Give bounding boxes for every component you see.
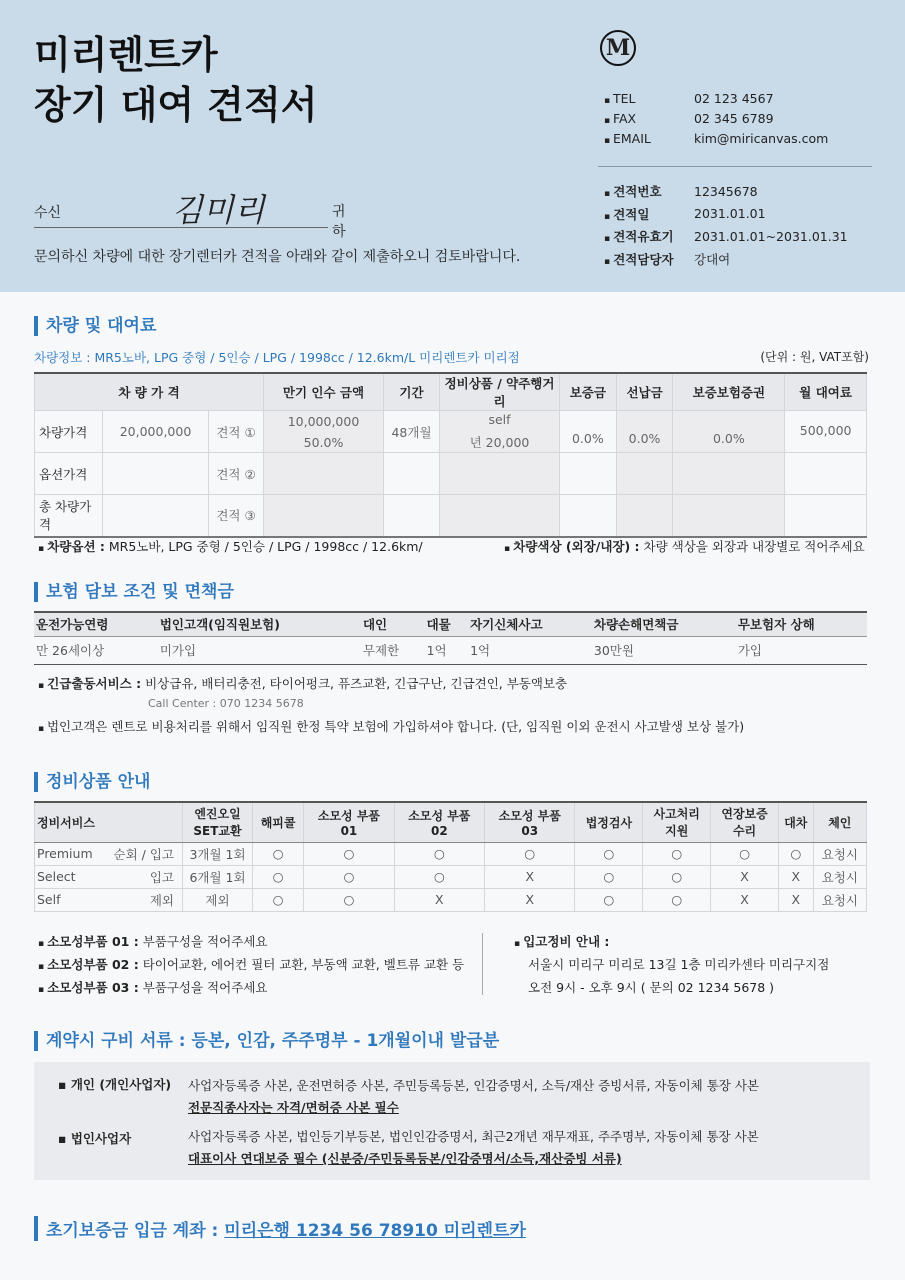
cell: 입고 xyxy=(105,865,183,888)
insurance-notes xyxy=(38,674,744,740)
shop-address: 서울시 미리구 미리로 13길 1층 미리카센타 미리구지점 xyxy=(528,957,830,972)
document-title xyxy=(34,30,317,130)
mileage: 년 20,000 xyxy=(469,435,530,450)
recipient-suffix: 귀하 xyxy=(332,204,346,240)
recipient-label: 수신 xyxy=(34,205,62,221)
cell: ○ xyxy=(304,888,394,911)
cell xyxy=(560,495,617,537)
corp-docs xyxy=(188,1126,759,1170)
meta-row xyxy=(604,180,848,203)
th: 정비상품 / 약주행거리 xyxy=(440,373,560,411)
value: 2031.01.01~2031.01.31 xyxy=(694,228,848,244)
table-row xyxy=(35,865,867,888)
call-center: Call Center : 070 1234 5678 xyxy=(148,697,304,710)
section-title-insurance: 보험 담보 조건 및 면책금 xyxy=(34,582,234,602)
th: 기간 xyxy=(384,373,440,411)
value: 부품구성을 적어주세요 xyxy=(142,980,268,995)
cell: X xyxy=(485,865,575,888)
maintenance-table xyxy=(34,801,867,912)
cell: 견적 ① xyxy=(209,411,264,453)
note: 대표이사 연대보증 필수 (신분증/주민등록등본/인감증명서/소득,재산증빙 서류) xyxy=(188,1151,622,1166)
cell: ○ xyxy=(253,888,304,911)
cell: 견적 ② xyxy=(209,453,264,495)
note: 전문직종사자는 자격/면허증 사본 필수 xyxy=(188,1100,399,1115)
cell xyxy=(264,495,384,537)
cell xyxy=(785,495,867,537)
cell: 제외 xyxy=(183,888,253,911)
cell: ○ xyxy=(394,842,484,865)
cell: 무제한 xyxy=(362,643,400,658)
cell: ○ xyxy=(394,865,484,888)
table-header xyxy=(35,373,867,411)
documents-box xyxy=(34,1062,870,1180)
value: 사업자등록증 사본, 법인등기부등본, 법인인감증명서, 최근2개년 재무재표, 주주명부, 자동이체 통장 사본 xyxy=(188,1129,759,1144)
maturity-pct: 50.0% xyxy=(303,434,344,450)
cell: Select xyxy=(35,865,105,888)
value: 02 345 6789 xyxy=(694,110,774,126)
cell xyxy=(785,453,867,495)
cell: ○ xyxy=(643,842,711,865)
cell: 1억 xyxy=(426,643,447,658)
cell: 요청시 xyxy=(813,865,866,888)
value: 부품구성을 적어주세요 xyxy=(142,934,268,949)
cell: 가입 xyxy=(737,643,762,658)
cell: ○ xyxy=(304,865,394,888)
th: 대물 xyxy=(425,612,469,636)
table-row xyxy=(35,888,867,911)
meta-row xyxy=(604,203,848,226)
shop-info xyxy=(514,932,829,1001)
label: ▪ 입고정비 안내 : xyxy=(514,934,609,949)
meta-row xyxy=(604,225,848,248)
account-number: 미리은행 1234 56 78910 미리렌트카 xyxy=(224,1221,526,1241)
table-row xyxy=(35,453,867,495)
parts-notes xyxy=(38,932,464,1001)
cell: ○ xyxy=(575,888,643,911)
label: ▪ EMAIL xyxy=(604,131,694,146)
contact-fax xyxy=(604,108,828,128)
th: 법인고객(임직원보험) xyxy=(158,612,361,636)
value: MR5노바, LPG 중형 / 5인승 / LPG / 1998cc / 12.6km/ xyxy=(108,539,423,554)
cell: 0.0% xyxy=(560,411,617,453)
cell: X xyxy=(711,888,779,911)
cell: 1억 xyxy=(470,643,491,658)
cell: Self xyxy=(35,888,105,911)
th: 사고처리 지원 xyxy=(643,802,711,842)
recipient xyxy=(34,185,356,240)
label: ▪ 소모성부품 03 : xyxy=(38,980,139,995)
th: 만기 인수 금액 xyxy=(264,373,384,411)
recipient-signature: 김미리 xyxy=(172,191,265,229)
cell: 옵션가격 xyxy=(35,453,103,495)
cell: 30만원 xyxy=(593,643,634,658)
cell: 견적 ③ xyxy=(209,495,264,537)
maturity-amount: 10,000,000 xyxy=(287,413,360,429)
title-line-2: 장기 대여 견적서 xyxy=(34,82,318,127)
cell: X xyxy=(394,888,484,911)
cell: X xyxy=(778,865,813,888)
vehicle-table xyxy=(34,372,867,538)
corp-note: ▪ 법인고객은 렌트로 비용처리를 위해서 임직원 한정 특약 보험에 가입하셔야 합니다. (단, 임직원 이외 운전시 사고발생 보상 불가) xyxy=(38,719,745,734)
cell: 20,000,000 xyxy=(103,411,209,453)
contact-tel xyxy=(604,88,828,108)
th: 엔진오일 SET교환 xyxy=(183,802,253,842)
meta-row xyxy=(604,248,848,271)
emergency-service xyxy=(38,674,744,697)
vehicle-info: 차량정보 : MR5노바, LPG 중형 / 5인승 / LPG / 1998cc / 12.6km/L 미리렌트카 미리점 xyxy=(34,350,520,365)
cell xyxy=(264,453,384,495)
value: 02 123 4567 xyxy=(694,90,774,106)
cell: 3개월 1회 xyxy=(183,842,253,865)
divider xyxy=(598,166,872,167)
contact-info xyxy=(604,88,828,148)
label: ▪ 차량옵션 : xyxy=(38,539,105,554)
section-title-maintenance: 정비상품 안내 xyxy=(34,772,150,792)
th: 대인 xyxy=(361,612,425,636)
cell: ○ xyxy=(485,842,575,865)
table-row xyxy=(35,411,867,453)
title-line-1: 미리렌트카 xyxy=(34,32,218,77)
label: ▪ 개인 (개인사업자) xyxy=(58,1077,171,1092)
section-title-vehicle: 차량 및 대여료 xyxy=(34,316,156,336)
value: 2031.01.01 xyxy=(694,206,766,222)
th: 소모성 부품 03 xyxy=(485,802,575,842)
cell: ○ xyxy=(575,842,643,865)
label: ▪ TEL xyxy=(604,91,694,106)
label: ▪ 견적번호 xyxy=(604,182,694,200)
cell xyxy=(616,495,673,537)
cell xyxy=(384,495,440,537)
cell xyxy=(616,453,673,495)
header xyxy=(0,0,905,292)
shop-hours: 오전 9시 - 오후 9시 ( 문의 02 1234 5678 ) xyxy=(528,980,775,995)
cell xyxy=(103,495,209,537)
th: 운전가능연령 xyxy=(34,612,158,636)
th: 차 량 가 격 xyxy=(35,373,264,411)
cell: Premium xyxy=(35,842,105,865)
company-logo: M xyxy=(600,30,636,66)
table-row xyxy=(34,636,867,664)
intro-text: 문의하신 차량에 대한 장기렌터카 견적을 아래와 같이 제출하오니 검토바랍니다. xyxy=(34,249,521,265)
table-row xyxy=(35,495,867,537)
cell: ○ xyxy=(643,865,711,888)
maint: self xyxy=(488,412,511,427)
vehicle-options xyxy=(38,537,423,555)
th: 소모성 부품 02 xyxy=(394,802,484,842)
cell: 48개월 xyxy=(384,411,440,453)
table-row xyxy=(35,842,867,865)
cell: ○ xyxy=(643,888,711,911)
contact-email xyxy=(604,128,828,148)
cell: 6개월 1회 xyxy=(183,865,253,888)
cell xyxy=(673,495,785,537)
cell: ○ xyxy=(304,842,394,865)
note xyxy=(38,978,464,1001)
cell xyxy=(384,453,440,495)
divider xyxy=(482,933,483,995)
cell: ○ xyxy=(253,865,304,888)
vehicle-color xyxy=(504,537,865,555)
value: 강대여 xyxy=(694,251,731,267)
label: ▪ 법인사업자 xyxy=(58,1131,131,1146)
th: 선납금 xyxy=(616,373,673,411)
cell xyxy=(673,453,785,495)
th: 해피콜 xyxy=(253,802,304,842)
cell: ○ xyxy=(711,842,779,865)
value: 타이어교환, 에어컨 필터 교환, 부동액 교환, 벨트류 교환 등 xyxy=(142,957,465,972)
th: 소모성 부품 01 xyxy=(304,802,394,842)
th: 체인 xyxy=(813,802,866,842)
cell xyxy=(103,453,209,495)
section-title-documents: 계약시 구비 서류 : 등본, 인감, 주주명부 - 1개월이내 발급분 xyxy=(34,1031,499,1051)
label: ▪ 견적일 xyxy=(604,205,694,223)
cell: 0.0% xyxy=(673,411,785,453)
th: 자기신체사고 xyxy=(468,612,592,636)
th: 연장보증 수리 xyxy=(711,802,779,842)
label: ▪ 견적담당자 xyxy=(604,250,694,268)
cell xyxy=(440,495,560,537)
cell: 요청시 xyxy=(813,842,866,865)
cell: X xyxy=(778,888,813,911)
label: ▪ 차량색상 (외장/내장) : xyxy=(504,539,640,554)
th: 월 대여료 xyxy=(785,373,867,411)
value: 차량 색상을 외장과 내장별로 적어주세요 xyxy=(643,539,865,554)
unit-note: (단위 : 원, VAT포함) xyxy=(760,350,869,364)
th: 대차 xyxy=(778,802,813,842)
insurance-table xyxy=(34,611,867,665)
th: 법정검사 xyxy=(575,802,643,842)
cell xyxy=(440,411,560,453)
th: 무보험자 상해 xyxy=(736,612,867,636)
underline xyxy=(34,227,328,228)
value: kim@miricanvas.com xyxy=(694,130,829,146)
cell: 순회 / 입고 xyxy=(105,842,183,865)
personal-docs xyxy=(188,1075,759,1119)
cell: X xyxy=(711,865,779,888)
table-header xyxy=(34,612,867,636)
cell: 만 26세이상 xyxy=(36,643,105,658)
cell: 미가입 xyxy=(159,643,197,658)
cell: 0.0% xyxy=(616,411,673,453)
cell xyxy=(560,453,617,495)
personal-label xyxy=(58,1075,171,1093)
label: ▪ FAX xyxy=(604,111,694,126)
table-header xyxy=(35,802,867,842)
cell: 제외 xyxy=(105,888,183,911)
cell: ○ xyxy=(575,865,643,888)
cell: 총 차량가격 xyxy=(35,495,103,537)
label: ▪ 소모성부품 02 : xyxy=(38,957,139,972)
cell: 차량가격 xyxy=(35,411,103,453)
value: 12345678 xyxy=(694,183,758,199)
value: 비상급유, 배터리충전, 타이어펑크, 퓨즈교환, 긴급구난, 긴급견인, 부동액보충 xyxy=(145,676,568,691)
cell: ○ xyxy=(778,842,813,865)
cell: ○ xyxy=(253,842,304,865)
cell xyxy=(440,453,560,495)
cell: X xyxy=(485,888,575,911)
label: 초기보증금 입금 계좌 : xyxy=(46,1221,219,1241)
th: 보증보험증권 xyxy=(673,373,785,411)
value: 사업자등록증 사본, 운전면허증 사본, 주민등록등본, 인감증명서, 소득/재산 증빙서류, 자동이체 통장 사본 xyxy=(188,1078,759,1093)
deposit-account xyxy=(34,1216,526,1241)
cell: 500,000 xyxy=(785,411,867,453)
corp-label xyxy=(58,1129,131,1147)
quote-meta xyxy=(604,180,848,270)
label: ▪ 소모성부품 01 : xyxy=(38,934,139,949)
note xyxy=(38,932,464,955)
th: 정비서비스 xyxy=(35,802,183,842)
note xyxy=(38,955,464,978)
value: 법인고객은 렌트로 비용처리를 위해서 임직원 한정 특약 보험에 가입하셔야 합니다. (단, 임직원 이외 운전시 사고발생 보상 불가) xyxy=(46,719,745,734)
label: ▪ 긴급출동서비스 : xyxy=(38,676,141,691)
label: ▪ 견적유효기 xyxy=(604,227,694,245)
cell xyxy=(264,411,384,453)
cell: 요청시 xyxy=(813,888,866,911)
th: 차량손해면책금 xyxy=(592,612,736,636)
th: 보증금 xyxy=(560,373,617,411)
